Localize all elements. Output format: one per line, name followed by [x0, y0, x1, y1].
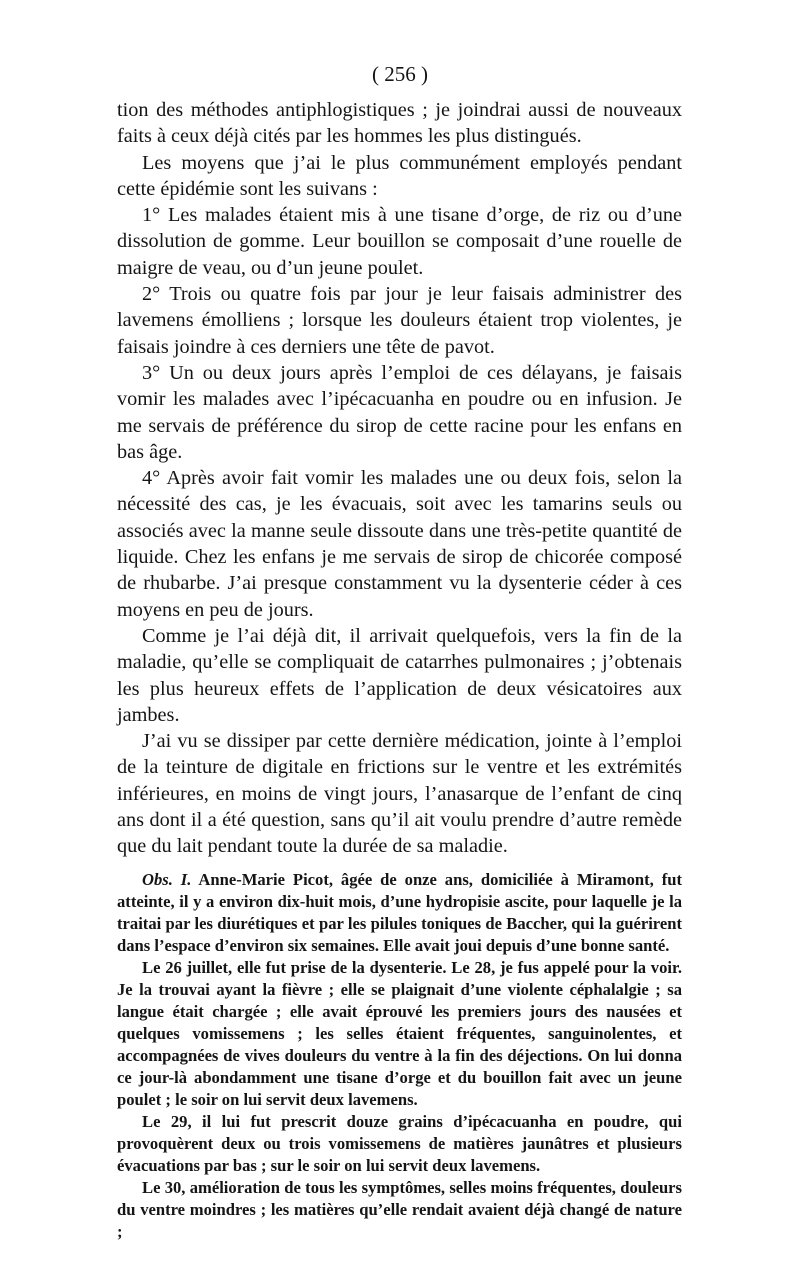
page-body: [117, 97, 682, 1243]
paragraph-anasarca: J’ai vu se dissiper par cette dernière médication, jointe à l’emploi de la teinture de digitale en frictions sur le ventre et les extrémités inférieures, en moins de vingt jours, l’anasarque de l’enfant de cinq ans dont il a été question, sans qu’il ait voulu prendre d’autre remède que du lait pendant toute la durée de sa maladie.: [117, 730, 682, 858]
main-text: [117, 97, 682, 860]
paragraph-item-2: 2° Trois ou quatre fois par jour je leur faisais administrer des lavemens émolliens ; lorsque les douleurs étaient trop violentes, je faisais joindre à ces derniers une tête de pavot.: [117, 283, 682, 358]
observation-paragraph: Le 29, il lui fut prescrit douze grains d’ipécacuanha en poudre, qui provoquèrent deux ou trois vomissemens de matières jaunâtres et plusieurs évacuations par bas ; sur le soir on lui servit deux lavemens.: [117, 1111, 682, 1175]
paragraph-item-1: 1° Les malades étaient mis à une tisane d’orge, de riz ou d’une dissolution de gomme. Leur bouillon se composait d’une rouelle de maigre de veau, ou d’un jeune poulet.: [117, 204, 682, 279]
observation-paragraph: Le 26 juillet, elle fut prise de la dysenterie. Le 28, je fus appelé pour la voir. Je la trouvai ayant la fièvre ; elle se plaignait d’une violente céphalalgie ; sa langue était chargée ; elle avait éprouvé les premiers jours des nausées et quelques vomissemens ; les selles étaient fréquentes, sanguinolentes, et accompagnées de vives douleurs du ventre à la fin des déjections. On lui donna ce jour-là abondamment une tisane d’orge et du bouillon fait avec un jeune poulet ; le soir on lui servit deux lavemens.: [117, 957, 682, 1109]
paragraph-continuation: tion des méthodes antiphlogistiques ; je joindrai aussi de nouveaux faits à ceux déjà cités par les hommes les plus distingués.: [117, 99, 682, 148]
page-number: ( 256 ): [372, 62, 428, 86]
observation-paragraph: Le 30, amélioration de tous les symptômes, selles moins fréquentes, douleurs du ventre moindres ; les matières qu’elle rendait avaient déjà changé de nature ;: [117, 1177, 682, 1241]
paragraph-means-intro: Les moyens que j’ai le plus communément employés pendant cette épidémie sont les suivans :: [117, 151, 682, 200]
observation-label: Obs. I.: [142, 869, 192, 889]
observation-section: [117, 869, 682, 1243]
paragraph-item-4: 4° Après avoir fait vomir les malades une ou deux fois, selon la nécessité des cas, je les évacuais, soit avec les tamarins seuls ou associés avec la manne seule dissoute dans une très-petite quantité de liquide. Chez les enfans je me servais de sirop de chicorée composé de rhubarbe. J’ai presque constamment vu la dysenterie céder à ces moyens en peu de jours.: [117, 467, 682, 621]
paragraph-catarrh: Comme je l’ai déjà dit, il arrivait quelquefois, vers la fin de la maladie, qu’elle se compliquait de catarrhes pulmonaires ; j’obtenais les plus heureux effets de l’application de deux vésicatoires aux jambes.: [117, 624, 682, 726]
observation-paragraph: [117, 869, 682, 957]
paragraph-item-3: 3° Un ou deux jours après l’emploi de ces délayans, je faisais vomir les malades avec l’ipécacuanha en poudre ou en infusion. Je me servais de préférence du sirop de cette racine pour les enfans en bas âge.: [117, 361, 682, 463]
observation-intro-text: Anne-Marie Picot, âgée de onze ans, domiciliée à Miramont, fut atteinte, il y a environ dix-huit mois, d’une hydropisie ascite, pour laquelle je la traitai par les diurétiques et par les pilules toniques de Baccher, qui la guérirent dans l’espace d’environ six semaines. Elle avait joui depuis d’une bonne santé.: [117, 869, 682, 955]
